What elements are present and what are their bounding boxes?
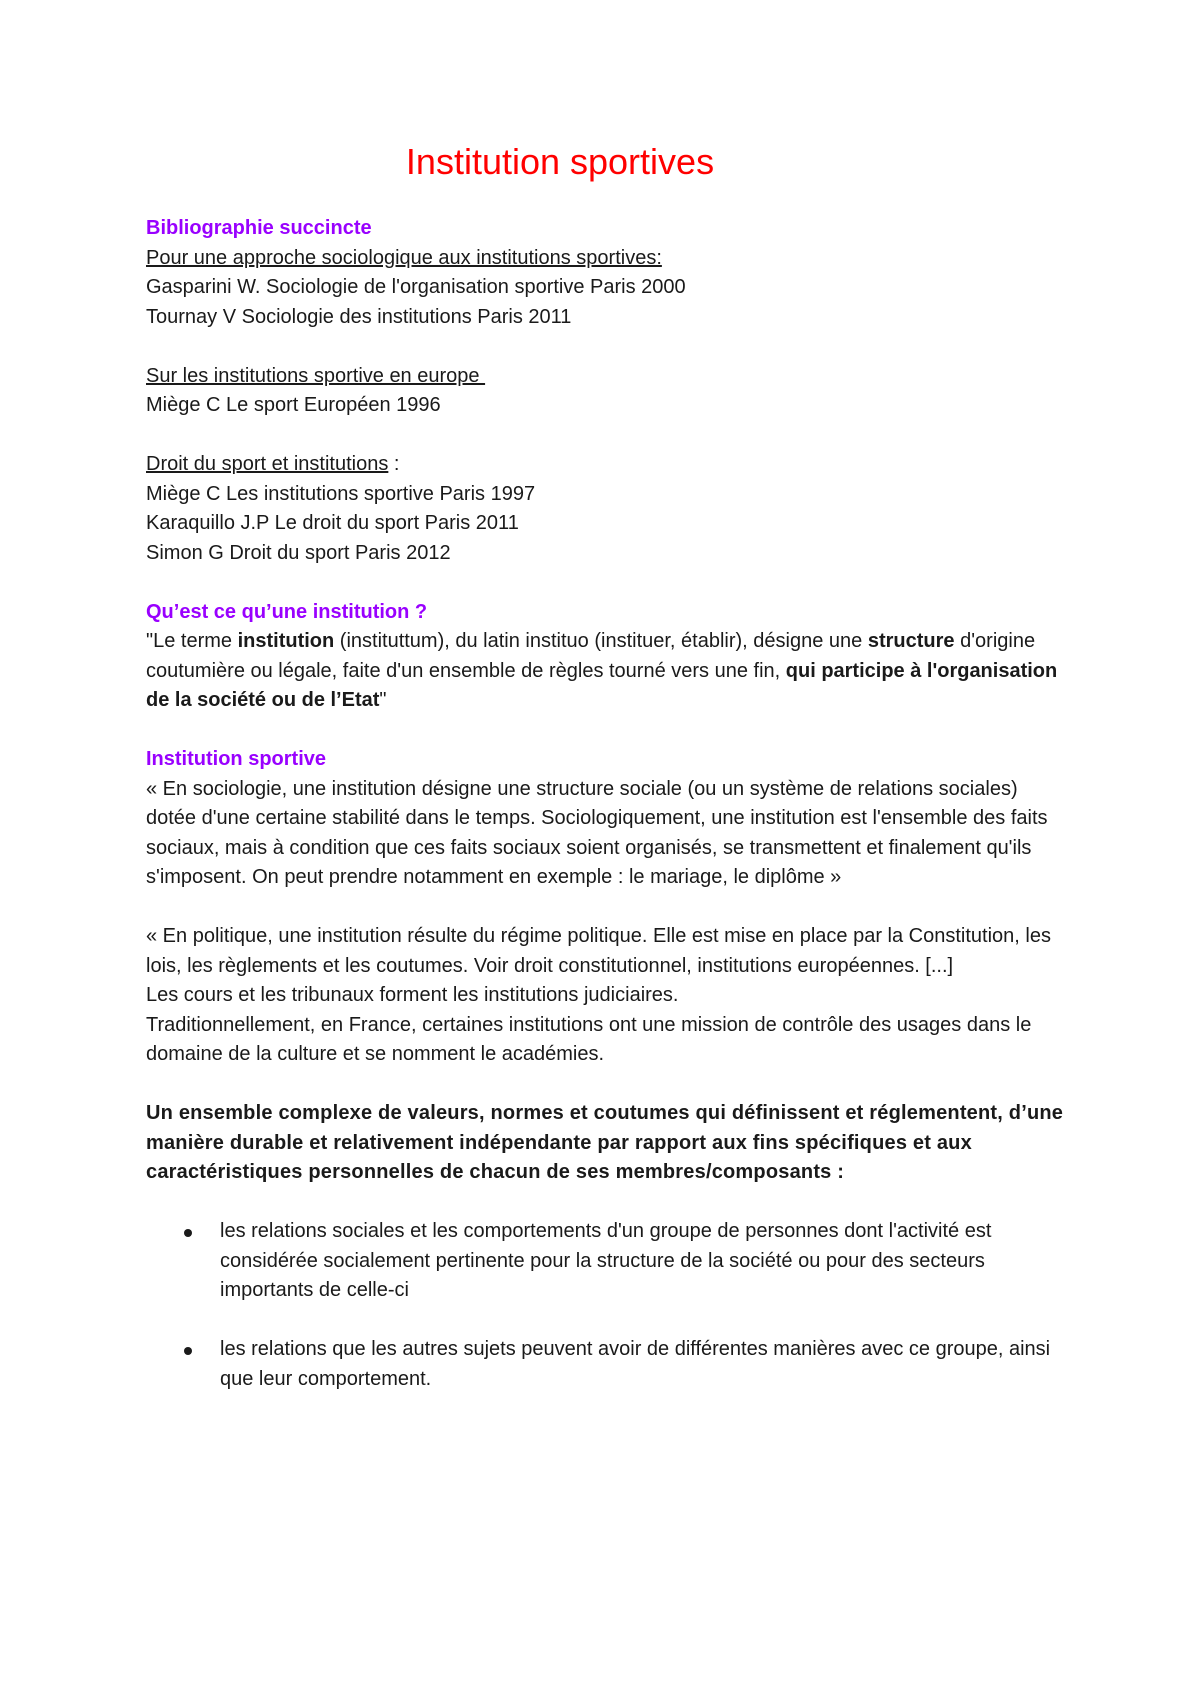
ensemble-paragraph: Un ensemble complexe de valeurs, normes et coutumes qui définissent et réglementent, d’une manière durable et relativement indépendante par rapport aux fins spécifiques et aux caractéristiques personnelles de chacun de ses membres/composants : <box>146 1102 1064 1183</box>
politique-paragraph: « En politique, une institution résulte du régime politique. Elle est mise en place par la Constitution, les lois, les règlements et les coutumes. Voir droit constitutionnel, institutions européennes. [...] <box>146 925 1051 977</box>
institution-sportive-heading: Institution sportive <box>146 748 326 770</box>
sociologie-paragraph: « En sociologie, une institution désigne une structure sociale (ou un système de relations sociales) dotée d'une certaine stabilité dans le temps. Sociologiquement, une institution est l'ensemble des faits sociaux, mais à condition que ces faits sociaux soient organisés, se transmettent et finalement qu'ils s'imposent. On peut prendre notamment en exemple : le mariage, le diplôme » <box>146 777 1048 888</box>
group3-label-suffix: : <box>388 453 400 475</box>
academies-paragraph: Traditionnellement, en France, certaines institutions ont une mission de contrôle des usages dans le domaine de la culture et se nomment le académies. <box>146 1013 1032 1065</box>
definition-quote-open: "Le terme <box>146 630 238 652</box>
bibliographie-item: Tournay V Sociologie des institutions Paris 2011 <box>146 305 572 328</box>
list-item-text: les relations sociales et les comportements d'un groupe de personnes dont l'activité est considérée socialement pertinente pour la structure de la société ou pour des secteurs importants de celle-ci <box>220 1220 992 1301</box>
bibliographie-item: Gasparini W. Sociologie de l'organisation sportive Paris 2000 <box>146 276 686 298</box>
group3-label-text: Droit du sport et institutions <box>146 453 389 475</box>
definition-bold-structure: structure <box>867 630 955 652</box>
bibliographie-item: Karaquillo J.P Le droit du sport Paris 2011 <box>146 512 519 534</box>
spacer <box>146 332 1066 362</box>
bullet-icon <box>184 1347 192 1355</box>
definition-text-2: d'origine coutumière ou légale, faite d'un ensemble de règles tourné vers une fin, <box>146 630 1041 682</box>
spacer <box>146 893 1066 923</box>
group2-label-text: Sur les institutions sportive en europe <box>146 364 486 387</box>
definition-bold-institution: institution <box>237 630 335 652</box>
definition-text-1: (instituttum), du latin instituo (instituer, établir), désigne une <box>334 630 868 652</box>
document-content <box>146 140 1066 1394</box>
bibliographie-group2-label <box>146 362 1066 392</box>
definition-quote-close: " <box>379 689 387 711</box>
bibliographie-group3-label <box>146 450 1066 480</box>
spacer <box>146 1188 1066 1218</box>
spacer <box>146 421 1066 451</box>
bullet-list <box>146 1217 1066 1394</box>
group1-label-text: Pour une approche sociologique aux institutions sportives: <box>146 246 662 269</box>
bibliographie-heading: Bibliographie succincte <box>146 217 372 239</box>
bibliographie-group1-label <box>146 244 1066 274</box>
spacer <box>146 1070 1066 1100</box>
spacer <box>146 716 1066 746</box>
bibliographie-item: Simon G Droit du sport Paris 2012 <box>146 541 451 564</box>
bibliographie-item: Miège C Les institutions sportive Paris 1997 <box>146 482 536 505</box>
definition-heading: Qu’est ce qu’une institution ? <box>146 600 428 623</box>
tribunaux-paragraph: Les cours et les tribunaux forment les institutions judiciaires. <box>146 984 679 1006</box>
list-item-text: les relations que les autres sujets peuvent avoir de différentes manières avec ce groupe, ainsi que leur comportement. <box>220 1338 1051 1390</box>
list-item <box>146 1335 1066 1394</box>
page-title: Institution sportives <box>405 141 715 182</box>
spacer <box>146 568 1066 598</box>
definition-paragraph <box>146 627 1066 716</box>
bibliographie-item: Miège C Le sport Européen 1996 <box>146 394 441 416</box>
bullet-icon <box>184 1229 192 1237</box>
definition-bold-participe: qui participe à l'organisation de la société ou de l’Etat <box>146 659 1058 711</box>
list-item <box>146 1217 1066 1306</box>
